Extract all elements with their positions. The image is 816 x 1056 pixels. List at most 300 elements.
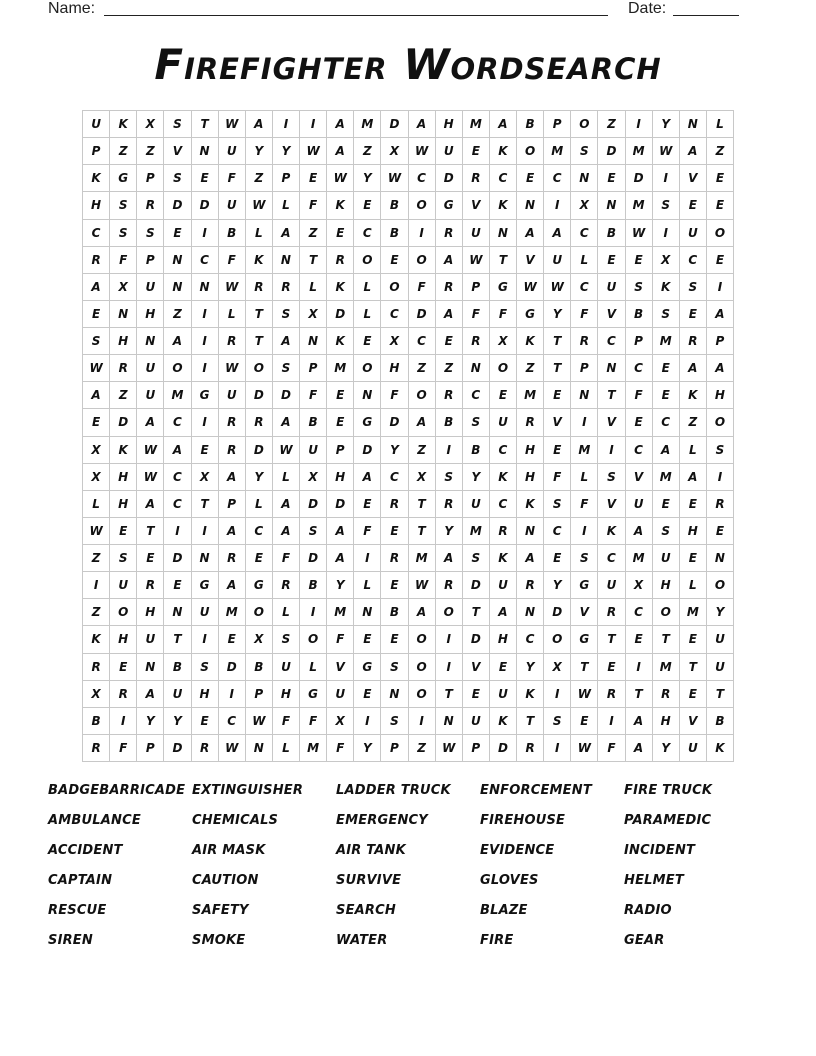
grid-cell[interactable]: V — [626, 464, 653, 491]
grid-cell[interactable]: E — [463, 138, 490, 165]
grid-cell[interactable]: I — [219, 681, 246, 708]
grid-cell[interactable]: U — [463, 708, 490, 735]
grid-cell[interactable]: I — [436, 654, 463, 681]
grid-cell[interactable]: C — [626, 599, 653, 626]
grid-cell[interactable]: E — [680, 681, 707, 708]
grid-cell[interactable]: Y — [381, 437, 408, 464]
grid-cell[interactable]: R — [517, 735, 544, 762]
grid-cell[interactable]: L — [354, 301, 381, 328]
grid-cell[interactable]: W — [409, 572, 436, 599]
grid-cell[interactable]: L — [300, 654, 327, 681]
grid-cell[interactable]: N — [354, 599, 381, 626]
grid-cell[interactable]: E — [83, 409, 110, 436]
grid-cell[interactable]: K — [598, 518, 625, 545]
grid-cell[interactable]: S — [571, 545, 598, 572]
grid-cell[interactable]: D — [409, 301, 436, 328]
grid-cell[interactable]: D — [327, 491, 354, 518]
grid-cell[interactable]: E — [707, 518, 734, 545]
grid-cell[interactable]: M — [164, 382, 191, 409]
grid-cell[interactable]: U — [436, 138, 463, 165]
grid-cell[interactable]: H — [653, 708, 680, 735]
grid-cell[interactable]: I — [273, 111, 300, 138]
grid-cell[interactable]: A — [273, 491, 300, 518]
grid-cell[interactable]: N — [490, 220, 517, 247]
grid-cell[interactable]: O — [490, 355, 517, 382]
date-blank-line[interactable] — [673, 15, 739, 16]
grid-cell[interactable]: C — [517, 626, 544, 653]
grid-cell[interactable]: B — [463, 437, 490, 464]
grid-cell[interactable]: M — [626, 138, 653, 165]
grid-cell[interactable]: U — [110, 572, 137, 599]
grid-cell[interactable]: Y — [164, 708, 191, 735]
grid-cell[interactable]: O — [409, 654, 436, 681]
grid-cell[interactable]: R — [517, 572, 544, 599]
grid-cell[interactable]: F — [626, 382, 653, 409]
grid-cell[interactable]: O — [110, 599, 137, 626]
grid-cell[interactable]: O — [409, 681, 436, 708]
grid-cell[interactable]: E — [680, 545, 707, 572]
grid-cell[interactable]: E — [327, 409, 354, 436]
grid-cell[interactable]: A — [219, 572, 246, 599]
grid-cell[interactable]: C — [164, 464, 191, 491]
grid-cell[interactable]: N — [300, 328, 327, 355]
grid-cell[interactable]: I — [192, 301, 219, 328]
grid-cell[interactable]: I — [110, 708, 137, 735]
grid-cell[interactable]: Y — [327, 572, 354, 599]
grid-cell[interactable]: H — [436, 111, 463, 138]
grid-cell[interactable]: A — [409, 599, 436, 626]
grid-cell[interactable]: E — [381, 247, 408, 274]
grid-cell[interactable]: Z — [83, 599, 110, 626]
grid-cell[interactable]: K — [490, 464, 517, 491]
grid-cell[interactable]: F — [327, 626, 354, 653]
grid-cell[interactable]: E — [680, 301, 707, 328]
grid-cell[interactable]: X — [544, 654, 571, 681]
grid-cell[interactable]: P — [544, 111, 571, 138]
grid-cell[interactable]: R — [436, 220, 463, 247]
grid-cell[interactable]: K — [110, 111, 137, 138]
grid-cell[interactable]: C — [381, 301, 408, 328]
grid-cell[interactable]: C — [192, 247, 219, 274]
grid-cell[interactable]: A — [626, 735, 653, 762]
grid-cell[interactable]: E — [626, 247, 653, 274]
grid-cell[interactable]: A — [164, 437, 191, 464]
grid-cell[interactable]: H — [110, 464, 137, 491]
grid-cell[interactable]: C — [164, 409, 191, 436]
grid-cell[interactable]: U — [219, 192, 246, 219]
grid-cell[interactable]: K — [83, 165, 110, 192]
grid-cell[interactable]: G — [490, 274, 517, 301]
grid-cell[interactable]: Z — [409, 735, 436, 762]
grid-cell[interactable]: S — [110, 545, 137, 572]
grid-cell[interactable]: R — [83, 247, 110, 274]
grid-cell[interactable]: E — [653, 382, 680, 409]
grid-cell[interactable]: X — [626, 572, 653, 599]
grid-cell[interactable]: W — [83, 518, 110, 545]
grid-cell[interactable]: O — [571, 111, 598, 138]
grid-cell[interactable]: W — [517, 274, 544, 301]
grid-cell[interactable]: O — [409, 192, 436, 219]
grid-cell[interactable]: D — [354, 437, 381, 464]
grid-cell[interactable]: N — [517, 518, 544, 545]
grid-cell[interactable]: Y — [517, 654, 544, 681]
grid-cell[interactable]: X — [83, 437, 110, 464]
grid-cell[interactable]: T — [300, 247, 327, 274]
grid-cell[interactable]: A — [137, 681, 164, 708]
grid-cell[interactable]: E — [463, 681, 490, 708]
grid-cell[interactable]: C — [571, 220, 598, 247]
grid-cell[interactable]: E — [164, 220, 191, 247]
grid-cell[interactable]: N — [137, 328, 164, 355]
grid-cell[interactable]: F — [571, 301, 598, 328]
grid-cell[interactable]: F — [273, 708, 300, 735]
grid-cell[interactable]: Y — [436, 518, 463, 545]
grid-cell[interactable]: T — [544, 355, 571, 382]
grid-cell[interactable]: K — [517, 491, 544, 518]
grid-cell[interactable]: N — [463, 355, 490, 382]
grid-cell[interactable]: X — [83, 464, 110, 491]
grid-cell[interactable]: H — [490, 626, 517, 653]
grid-cell[interactable]: W — [219, 111, 246, 138]
grid-cell[interactable]: F — [381, 382, 408, 409]
grid-cell[interactable]: L — [219, 301, 246, 328]
grid-cell[interactable]: K — [327, 192, 354, 219]
grid-cell[interactable]: R — [517, 409, 544, 436]
grid-cell[interactable]: X — [381, 328, 408, 355]
grid-cell[interactable]: E — [300, 165, 327, 192]
grid-cell[interactable]: T — [409, 491, 436, 518]
grid-cell[interactable]: N — [192, 138, 219, 165]
grid-cell[interactable]: Y — [707, 599, 734, 626]
grid-cell[interactable]: D — [381, 409, 408, 436]
grid-cell[interactable]: E — [192, 708, 219, 735]
grid-cell[interactable]: R — [110, 681, 137, 708]
grid-cell[interactable]: N — [381, 681, 408, 708]
grid-cell[interactable]: D — [626, 165, 653, 192]
grid-cell[interactable]: M — [653, 328, 680, 355]
grid-cell[interactable]: C — [544, 165, 571, 192]
grid-cell[interactable]: E — [436, 328, 463, 355]
grid-cell[interactable]: M — [219, 599, 246, 626]
grid-cell[interactable]: E — [680, 626, 707, 653]
grid-cell[interactable]: K — [680, 382, 707, 409]
grid-cell[interactable]: S — [273, 355, 300, 382]
grid-cell[interactable]: O — [707, 572, 734, 599]
grid-cell[interactable]: A — [626, 708, 653, 735]
grid-cell[interactable]: E — [137, 545, 164, 572]
grid-cell[interactable]: G — [571, 572, 598, 599]
grid-cell[interactable]: U — [164, 681, 191, 708]
grid-cell[interactable]: P — [571, 355, 598, 382]
grid-cell[interactable]: I — [598, 708, 625, 735]
grid-cell[interactable]: Y — [246, 138, 273, 165]
grid-cell[interactable]: N — [571, 165, 598, 192]
grid-cell[interactable]: I — [192, 409, 219, 436]
grid-cell[interactable]: C — [490, 437, 517, 464]
grid-cell[interactable]: M — [463, 518, 490, 545]
grid-cell[interactable]: F — [300, 192, 327, 219]
grid-cell[interactable]: I — [192, 328, 219, 355]
grid-cell[interactable]: R — [571, 328, 598, 355]
grid-cell[interactable]: O — [409, 382, 436, 409]
grid-cell[interactable]: N — [164, 247, 191, 274]
grid-cell[interactable]: D — [436, 165, 463, 192]
grid-cell[interactable]: A — [680, 464, 707, 491]
grid-cell[interactable]: P — [300, 355, 327, 382]
grid-cell[interactable]: D — [598, 138, 625, 165]
grid-cell[interactable]: W — [544, 274, 571, 301]
grid-cell[interactable]: A — [680, 355, 707, 382]
grid-cell[interactable]: M — [463, 111, 490, 138]
grid-cell[interactable]: X — [300, 464, 327, 491]
grid-cell[interactable]: N — [137, 654, 164, 681]
grid-cell[interactable]: Y — [354, 735, 381, 762]
grid-cell[interactable]: D — [246, 437, 273, 464]
grid-cell[interactable]: M — [327, 599, 354, 626]
grid-cell[interactable]: I — [354, 708, 381, 735]
grid-cell[interactable]: E — [598, 654, 625, 681]
grid-cell[interactable]: H — [83, 192, 110, 219]
grid-cell[interactable]: W — [300, 138, 327, 165]
grid-cell[interactable]: N — [192, 274, 219, 301]
grid-cell[interactable]: U — [598, 274, 625, 301]
grid-cell[interactable]: R — [680, 328, 707, 355]
grid-cell[interactable]: Z — [83, 545, 110, 572]
grid-cell[interactable]: D — [110, 409, 137, 436]
grid-cell[interactable]: U — [137, 355, 164, 382]
grid-cell[interactable]: U — [490, 681, 517, 708]
grid-cell[interactable]: U — [490, 572, 517, 599]
grid-cell[interactable]: X — [327, 708, 354, 735]
grid-cell[interactable]: W — [137, 437, 164, 464]
grid-cell[interactable]: Y — [463, 464, 490, 491]
grid-cell[interactable]: K — [327, 328, 354, 355]
grid-cell[interactable]: I — [571, 518, 598, 545]
grid-cell[interactable]: E — [219, 626, 246, 653]
grid-cell[interactable]: L — [273, 599, 300, 626]
grid-cell[interactable]: A — [517, 220, 544, 247]
grid-cell[interactable]: F — [219, 247, 246, 274]
grid-cell[interactable]: E — [653, 491, 680, 518]
grid-cell[interactable]: D — [164, 545, 191, 572]
grid-cell[interactable]: E — [83, 301, 110, 328]
grid-cell[interactable]: Z — [436, 355, 463, 382]
grid-cell[interactable]: R — [110, 355, 137, 382]
grid-cell[interactable]: C — [164, 491, 191, 518]
grid-cell[interactable]: W — [626, 220, 653, 247]
grid-cell[interactable]: I — [300, 111, 327, 138]
grid-cell[interactable]: L — [680, 572, 707, 599]
grid-cell[interactable]: E — [598, 247, 625, 274]
grid-cell[interactable]: O — [381, 274, 408, 301]
grid-cell[interactable]: S — [653, 301, 680, 328]
grid-cell[interactable]: L — [273, 735, 300, 762]
grid-cell[interactable]: W — [381, 165, 408, 192]
grid-cell[interactable]: P — [273, 165, 300, 192]
grid-cell[interactable]: V — [598, 409, 625, 436]
grid-cell[interactable]: A — [544, 220, 571, 247]
grid-cell[interactable]: H — [110, 626, 137, 653]
grid-cell[interactable]: I — [409, 220, 436, 247]
grid-cell[interactable]: K — [653, 274, 680, 301]
grid-cell[interactable]: Z — [300, 220, 327, 247]
grid-cell[interactable]: I — [571, 409, 598, 436]
grid-cell[interactable]: P — [463, 735, 490, 762]
grid-cell[interactable]: R — [137, 572, 164, 599]
grid-cell[interactable]: C — [490, 165, 517, 192]
grid-cell[interactable]: S — [381, 654, 408, 681]
grid-cell[interactable]: G — [246, 572, 273, 599]
grid-cell[interactable]: I — [653, 165, 680, 192]
grid-cell[interactable]: T — [246, 301, 273, 328]
grid-cell[interactable]: H — [137, 301, 164, 328]
grid-cell[interactable]: E — [544, 545, 571, 572]
grid-cell[interactable]: G — [436, 192, 463, 219]
grid-cell[interactable]: E — [707, 247, 734, 274]
grid-cell[interactable]: U — [83, 111, 110, 138]
grid-cell[interactable]: N — [354, 382, 381, 409]
grid-cell[interactable]: K — [327, 274, 354, 301]
grid-cell[interactable]: X — [653, 247, 680, 274]
grid-cell[interactable]: U — [707, 626, 734, 653]
grid-cell[interactable]: I — [192, 220, 219, 247]
grid-cell[interactable]: X — [110, 274, 137, 301]
grid-cell[interactable]: V — [327, 654, 354, 681]
grid-cell[interactable]: P — [137, 247, 164, 274]
grid-cell[interactable]: U — [463, 220, 490, 247]
grid-cell[interactable]: R — [219, 328, 246, 355]
grid-cell[interactable]: N — [707, 545, 734, 572]
grid-cell[interactable]: C — [381, 464, 408, 491]
grid-cell[interactable]: P — [707, 328, 734, 355]
grid-cell[interactable]: F — [544, 464, 571, 491]
grid-cell[interactable]: E — [626, 626, 653, 653]
grid-cell[interactable]: X — [192, 464, 219, 491]
grid-cell[interactable]: Z — [110, 382, 137, 409]
grid-cell[interactable]: I — [436, 437, 463, 464]
grid-cell[interactable]: S — [192, 654, 219, 681]
grid-cell[interactable]: L — [571, 247, 598, 274]
grid-cell[interactable]: N — [192, 545, 219, 572]
grid-cell[interactable]: L — [83, 491, 110, 518]
grid-cell[interactable]: K — [490, 545, 517, 572]
grid-cell[interactable]: I — [192, 355, 219, 382]
grid-cell[interactable]: Z — [110, 138, 137, 165]
grid-cell[interactable]: D — [164, 735, 191, 762]
grid-cell[interactable]: P — [381, 735, 408, 762]
grid-cell[interactable]: V — [463, 654, 490, 681]
grid-cell[interactable]: E — [680, 192, 707, 219]
grid-cell[interactable]: H — [517, 464, 544, 491]
grid-cell[interactable]: S — [83, 328, 110, 355]
grid-cell[interactable]: B — [381, 599, 408, 626]
grid-cell[interactable]: W — [653, 138, 680, 165]
grid-cell[interactable]: T — [463, 599, 490, 626]
grid-cell[interactable]: M — [544, 138, 571, 165]
grid-cell[interactable]: A — [680, 138, 707, 165]
grid-cell[interactable]: O — [409, 247, 436, 274]
grid-cell[interactable]: W — [327, 165, 354, 192]
grid-cell[interactable]: R — [653, 681, 680, 708]
grid-cell[interactable]: D — [192, 192, 219, 219]
grid-cell[interactable]: K — [517, 681, 544, 708]
grid-cell[interactable]: K — [707, 735, 734, 762]
grid-cell[interactable]: A — [707, 301, 734, 328]
grid-cell[interactable]: B — [707, 708, 734, 735]
grid-cell[interactable]: W — [219, 355, 246, 382]
grid-cell[interactable]: E — [192, 437, 219, 464]
grid-cell[interactable]: X — [571, 192, 598, 219]
grid-cell[interactable]: A — [327, 545, 354, 572]
grid-cell[interactable]: E — [707, 165, 734, 192]
grid-cell[interactable]: V — [517, 247, 544, 274]
grid-cell[interactable]: V — [680, 708, 707, 735]
grid-cell[interactable]: S — [463, 545, 490, 572]
grid-cell[interactable]: I — [626, 111, 653, 138]
grid-cell[interactable]: S — [273, 301, 300, 328]
grid-cell[interactable]: A — [436, 247, 463, 274]
grid-cell[interactable]: H — [192, 681, 219, 708]
grid-cell[interactable]: U — [192, 599, 219, 626]
grid-cell[interactable]: O — [517, 138, 544, 165]
grid-cell[interactable]: B — [381, 220, 408, 247]
grid-cell[interactable]: S — [598, 464, 625, 491]
grid-cell[interactable]: L — [246, 220, 273, 247]
grid-cell[interactable]: I — [192, 626, 219, 653]
grid-cell[interactable]: V — [164, 138, 191, 165]
grid-cell[interactable]: W — [463, 247, 490, 274]
grid-cell[interactable]: M — [354, 111, 381, 138]
grid-cell[interactable]: Y — [653, 111, 680, 138]
grid-cell[interactable]: G — [354, 654, 381, 681]
grid-cell[interactable]: I — [192, 518, 219, 545]
grid-cell[interactable]: H — [273, 681, 300, 708]
grid-cell[interactable]: T — [436, 681, 463, 708]
grid-cell[interactable]: Y — [544, 572, 571, 599]
grid-cell[interactable]: L — [354, 572, 381, 599]
grid-cell[interactable]: Z — [354, 138, 381, 165]
grid-cell[interactable]: C — [544, 518, 571, 545]
grid-cell[interactable]: O — [354, 355, 381, 382]
grid-cell[interactable]: S — [544, 708, 571, 735]
grid-cell[interactable]: B — [436, 409, 463, 436]
grid-cell[interactable]: A — [517, 545, 544, 572]
grid-cell[interactable]: R — [436, 274, 463, 301]
grid-cell[interactable]: B — [300, 409, 327, 436]
grid-cell[interactable]: C — [463, 382, 490, 409]
grid-cell[interactable]: E — [192, 165, 219, 192]
grid-cell[interactable]: C — [83, 220, 110, 247]
grid-cell[interactable]: D — [327, 301, 354, 328]
grid-cell[interactable]: E — [327, 382, 354, 409]
grid-cell[interactable]: I — [544, 192, 571, 219]
grid-cell[interactable]: P — [137, 735, 164, 762]
grid-cell[interactable]: K — [110, 437, 137, 464]
grid-cell[interactable]: A — [83, 274, 110, 301]
grid-cell[interactable]: Z — [409, 355, 436, 382]
grid-cell[interactable]: S — [626, 274, 653, 301]
grid-cell[interactable]: S — [436, 464, 463, 491]
grid-cell[interactable]: B — [83, 708, 110, 735]
grid-cell[interactable]: R — [219, 409, 246, 436]
grid-cell[interactable]: A — [490, 599, 517, 626]
grid-cell[interactable]: P — [327, 437, 354, 464]
grid-cell[interactable]: A — [219, 464, 246, 491]
grid-cell[interactable]: N — [110, 301, 137, 328]
grid-cell[interactable]: M — [626, 545, 653, 572]
grid-cell[interactable]: L — [246, 491, 273, 518]
grid-cell[interactable]: N — [517, 599, 544, 626]
